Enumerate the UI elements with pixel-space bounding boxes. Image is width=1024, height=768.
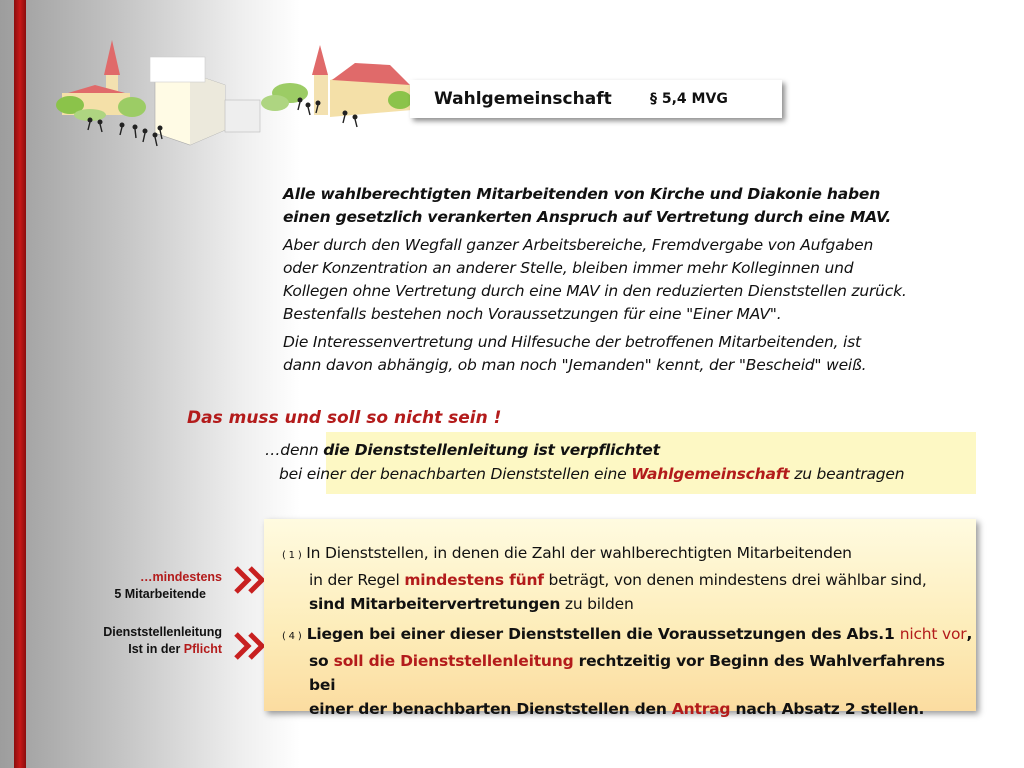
side-label-obligation: Dienststellenleitung Ist in der Pflicht [103,625,222,656]
intro-text [283,183,973,382]
village-illustration [50,35,420,155]
title-box [410,80,782,118]
intro-paragraph-3: Die Interessenvertretung und Hilfesuche der betroffenen Mitarbeitenden, ist dann davon abhängig, ob man noch "Jemanden" kennt, der "Bescheid" weiß. [283,333,867,374]
obligation-text: …denn die Dienststellenleitung ist verpflichtet bei einer der benachbarten Dienststellen eine Wahlgemeinschaft zu beantragen [265,441,905,483]
law-text-box [264,519,976,718]
intro-paragraph-2: Aber durch den Wegfall ganzer Arbeitsbereiche, Fremdvergabe von Aufgaben oder Konzentration an anderer Stelle, bleiben immer mehr Kolleginnen und Kollegen ohne Vertretung durch eine MAV in den reduzierten Dienststellen zurück. Bestenfalls bestehen noch Voraussetzungen für eine "Einer MAV". [283,236,907,323]
side-label-minimum: …mindestens 5 Mitarbeitende [114,570,222,601]
red-stripe [14,0,26,768]
paragraph-1: ( 1 ) In Dienststellen, in denen die Zahl der wahlberechtigten Mitarbeitenden in der Regel mindestens fünf beträgt, von denen mindestens drei wählbar sind, sind Mitarbeitervertretungen zu bilden [282,544,927,613]
section-reference: § 5,4 MVG [650,91,728,107]
slogan: Das muss und soll so nicht sein ! [187,408,502,428]
paragraph-4: ( 4 ) Liegen bei einer dieser Dienststellen die Voraussetzungen des Abs.1 nicht vor, so soll die Dienststellenleitung rechtzeitig vor Beginn des Wahlverfahrens bei einer der benachbarten Dienststellen den Antrag nach Absatz 2 stellen. [282,625,973,718]
page-title: Wahlgemeinschaft [434,89,612,109]
intro-paragraph-1: Alle wahlberechtigten Mitarbeitenden von Kirche und Diakonie haben einen gesetzlich verankerten Anspruch auf Vertretung durch eine MAV. [283,185,892,226]
